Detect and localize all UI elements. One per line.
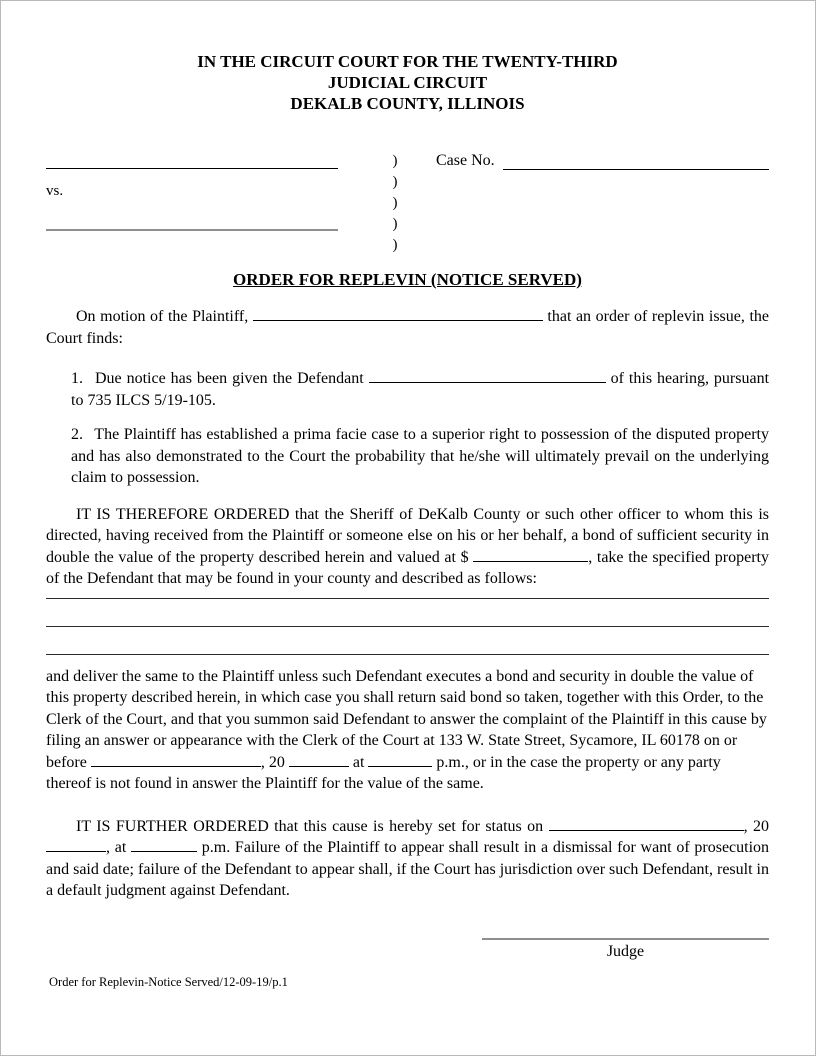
on-motion-pre: On motion of the Plaintiff, xyxy=(76,308,249,325)
item-number: 1. xyxy=(71,370,83,387)
finding-1-post: of this hearing, pursuant to 735 ILCS 5/19-105. xyxy=(71,370,770,409)
caption-paren: ) xyxy=(392,237,398,253)
case-number-block xyxy=(436,151,769,170)
property-description-lines xyxy=(46,590,769,655)
paragraph-finding-2 xyxy=(71,424,769,489)
deliver-mid1: , 20 xyxy=(260,753,285,771)
therefore-post: , take the specified property of the Defendant that may be found in your county and described as follows: xyxy=(46,548,769,587)
item-number: 2. xyxy=(71,426,83,443)
signature-block xyxy=(482,938,769,963)
paragraph-on-motion xyxy=(46,306,769,349)
on-motion-post: that an order of replevin issue, the Court finds: xyxy=(46,308,770,347)
further-mid1: , 20 xyxy=(743,817,770,835)
parties-block xyxy=(46,151,338,231)
paragraph-finding-1 xyxy=(71,368,769,411)
deliver-pre: and deliver the same to the Plaintiff unless such Defendant executes a bond and security in double the value of this property described herein, in which case you shall return said bond so taken, together with this Order, to the Clerk of the Court, and that you summon said Defendant to answer the complaint of the Plaintiff in this cause by filing an answer or appearance with the Clerk of the Court at 133 W. State Street, Sycamore, IL 60178 on or before xyxy=(46,667,767,771)
deliver-post: p.m., or in the case the property or any party thereof is not found in answer the Plaintiff for the value of the same. xyxy=(46,753,721,792)
answer-time-blank[interactable] xyxy=(368,753,432,767)
court-name-line3: DEKALB COUNTY, ILLINOIS xyxy=(290,94,525,113)
deliver-mid2: at xyxy=(352,753,365,771)
plaintiff-name-line[interactable] xyxy=(46,151,338,169)
paragraph-deliver xyxy=(46,666,769,795)
therefore-pre: IT IS THEREFORE ORDERED that the Sheriff of DeKalb County or such other officer to whom this is directed, having received from the Plaintiff or someone else on his or her behalf, a bond of sufficient security in double the value of the property described herein and valued at $ xyxy=(46,505,769,566)
judge-label: Judge xyxy=(606,943,645,960)
case-number-line[interactable] xyxy=(503,167,769,170)
caption-paren: ) xyxy=(392,195,398,211)
court-header xyxy=(46,51,769,114)
order-title: ORDER FOR REPLEVIN (NOTICE SERVED) xyxy=(233,270,582,289)
answer-year-blank[interactable] xyxy=(289,753,349,767)
further-mid2: , at xyxy=(106,839,127,856)
paragraph-further-ordered xyxy=(46,816,769,902)
finding-2-text: The Plaintiff has established a prima facie case to a superior right to possession of the disputed property and has also demonstrated to the Court the probability that he/she will ultimately prevail on the underlying claim to possession. xyxy=(71,426,769,486)
further-pre: IT IS FURTHER ORDERED that this cause is hereby set for status on xyxy=(76,817,544,835)
caption-paren-column xyxy=(388,151,402,256)
status-year-blank[interactable] xyxy=(46,838,106,852)
footer-text: Order for Replevin-Notice Served/12-09-19/p.1 xyxy=(49,975,288,989)
vs-label: vs. xyxy=(46,183,64,199)
property-description-line-3[interactable] xyxy=(46,627,769,655)
case-number-label: Case No. xyxy=(436,152,495,169)
court-name-line1: IN THE CIRCUIT COURT FOR THE TWENTY-THIRD xyxy=(197,52,618,71)
paragraph-therefore-ordered xyxy=(46,504,769,590)
property-description-line-1[interactable] xyxy=(46,590,769,599)
status-time-blank[interactable] xyxy=(131,838,197,852)
court-name-line2: JUDICIAL CIRCUIT xyxy=(327,73,488,92)
caption-paren: ) xyxy=(392,153,398,169)
bond-amount-blank[interactable] xyxy=(473,548,588,562)
caption-paren: ) xyxy=(392,174,398,190)
defendant-name-blank[interactable] xyxy=(369,369,606,383)
finding-1-pre: Due notice has been given the Defendant xyxy=(94,370,364,387)
property-description-line-2[interactable] xyxy=(46,599,769,627)
defendant-name-line[interactable] xyxy=(46,201,338,231)
judge-signature-line[interactable] xyxy=(482,938,769,941)
plaintiff-name-blank[interactable] xyxy=(253,307,543,321)
status-date-blank[interactable] xyxy=(549,817,744,831)
answer-date-blank[interactable] xyxy=(91,753,261,767)
further-post: p.m. Failure of the Plaintiff to appear shall result in a dismissal for want of prosecution and said date; failure of the Defendant to appear shall, if the Court has jurisdiction over such Defendant, result in a default judgment against Defendant. xyxy=(46,839,770,899)
case-caption xyxy=(46,151,769,256)
caption-paren: ) xyxy=(392,216,398,232)
